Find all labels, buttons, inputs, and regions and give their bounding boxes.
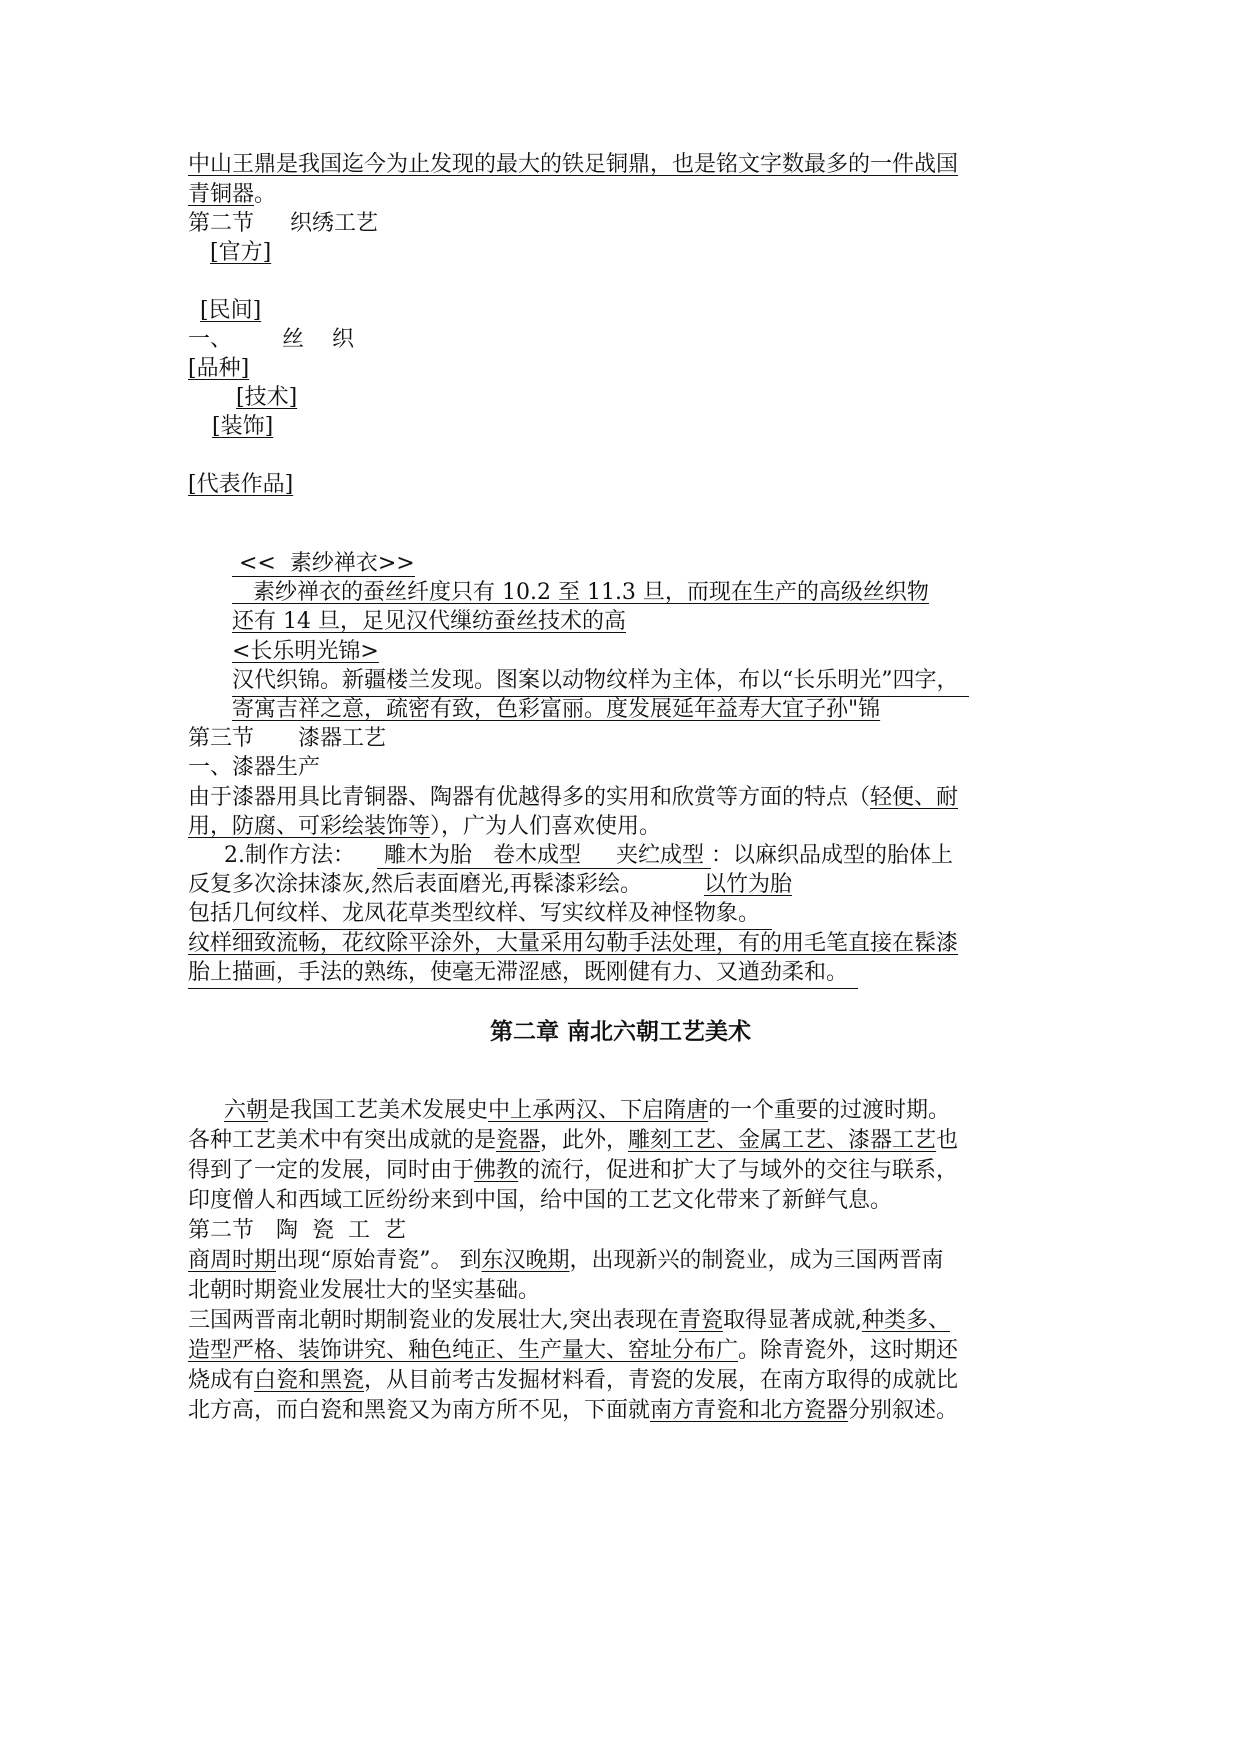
- ceramics-para-1-line-1: 商周时期出现“原始青瓷”。 到东汉晚期，出现新兴的制瓷业，成为三国两晋南: [188, 1248, 944, 1273]
- work-2-line-2: 寄寓吉祥之意，疏密有致，色彩富丽。度发展延年益寿大宜子孙"锦: [232, 697, 881, 722]
- work-2-title: <长乐明光锦>: [232, 639, 379, 664]
- method-line-2: 反复多次涂抹漆灰,然后表面磨光,再髹漆彩绘。 以竹为胎: [188, 872, 793, 897]
- tag-works: [代表作品]: [188, 472, 294, 497]
- work-1-line-2: 还有 14 旦，足见汉代缫纺蚕丝技术的高: [232, 609, 626, 634]
- zhongshan-text: 中山王鼎是我国迄今为止发现的最大的铁足铜鼎，也是铭文字数最多的一件战国: [188, 152, 959, 177]
- sixdyn-line-2: 各种工艺美术中有突出成就的是瓷器，此外，雕刻工艺、金属工艺、漆器工艺也: [188, 1128, 959, 1153]
- ceramics-para-1-line-2: 北朝时期瓷业发展壮大的坚实基础。: [188, 1278, 541, 1303]
- intro-line-2: 青铜器。: [188, 182, 277, 207]
- lacquer-para-line-1: 由于漆器用具比青铜器、陶器有优越得多的实用和欣赏等方面的特点（轻便、耐: [188, 785, 959, 810]
- ceramics-para-2-line-1: 三国两晋南北朝时期制瓷业的发展壮大,突出表现在青瓷取得显著成就,种类多、: [188, 1308, 951, 1333]
- subheading-silk: 一、 丝 织: [188, 327, 355, 352]
- pattern-detail-line-2: 胎上描画，手法的熟练，使毫无滞涩感，既刚健有力、又遒劲柔和。: [188, 958, 858, 988]
- lacquer-para-line-2: 用，防腐、可彩绘装饰等），广为人们喜欢使用。: [188, 814, 662, 839]
- subheading-lacquer-production: 一、漆器生产: [188, 755, 321, 780]
- sixdyn-line-3: 得到了一定的发展，同时由于佛教的流行，促进和扩大了与域外的交往与联系，: [188, 1158, 959, 1183]
- work-1-line-1: 素纱禅衣的蚕丝纤度只有 10.2 至 11.3 旦，而现在生产的高级丝织物: [232, 580, 929, 605]
- bronze-text: 青铜器: [188, 182, 255, 207]
- section-heading-weaving: 第二节 织绣工艺: [188, 211, 379, 236]
- ceramics-para-2-line-3: 烧成有白瓷和黑瓷，从目前考古发掘材料看，青瓷的发展，在南方取得的成就比: [188, 1368, 959, 1393]
- tag-technique: [技术]: [236, 385, 298, 410]
- ceramics-para-2-line-2: 造型严格、装饰讲究、釉色纯正、生产量大、窑址分布广。除青瓷外，这时期还: [188, 1338, 959, 1363]
- method-line-1: 2.制作方法： 雕木为胎 卷木成型 夹纻成型 ：以麻织品成型的胎体上: [224, 843, 953, 868]
- work-2-line-1: 汉代织锦。新疆楼兰发现。图案以动物纹样为主体，布以“长乐明光”四字，: [232, 666, 969, 696]
- section-heading-lacquer: 第三节 漆器工艺: [188, 726, 387, 751]
- work-1-title: << 素纱禅衣>>: [232, 551, 415, 576]
- section-heading-ceramics: 第二节 陶 瓷 工 艺: [188, 1218, 406, 1243]
- tag-decoration: [装饰]: [212, 414, 274, 439]
- tag-folk: [民间]: [200, 298, 262, 323]
- tag-variety: [品种]: [188, 356, 250, 381]
- intro-line-1: [188, 150, 958, 180]
- ceramics-para-2-line-4: 北方高，而白瓷和黑瓷又为南方所不见，下面就南方青瓷和北方瓷器分别叙述。: [188, 1398, 959, 1423]
- sixdyn-line-4: 印度僧人和西域工匠纷纷来到中国，给中国的工艺文化带来了新鲜气息。: [188, 1188, 893, 1213]
- tag-official: [官方]: [210, 240, 272, 265]
- pattern-line: 包括几何纹样、龙凤花草类型纹样、写实纹样及神怪物象。: [188, 899, 772, 929]
- chapter-title: 第二章 南北六朝工艺美术: [489, 1018, 751, 1045]
- sixdyn-line-1: 六朝是我国工艺美术发展史中上承两汉、下启隋唐的一个重要的过渡时期。: [224, 1098, 951, 1123]
- pattern-detail-line-1: 纹样细致流畅，花纹除平涂外，大量采用勾勒手法处理，有的用毛笔直接在髹漆: [188, 931, 959, 956]
